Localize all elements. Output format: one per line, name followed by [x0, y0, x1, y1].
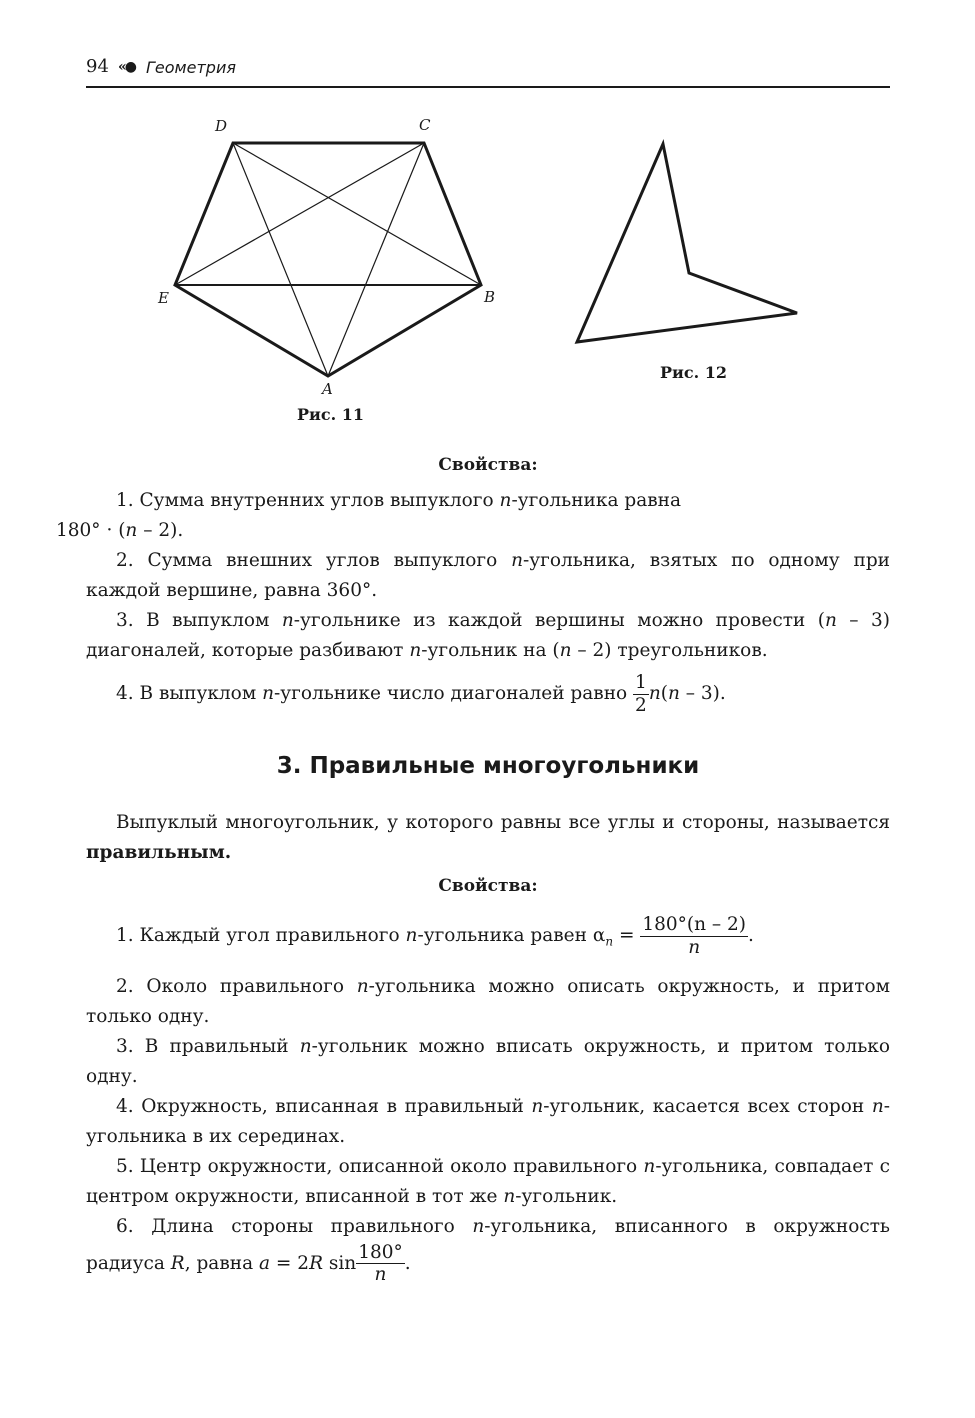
text: . [404, 1252, 411, 1274]
var-n: n [648, 683, 661, 704]
var-n: n [499, 490, 512, 511]
regular-property-5 [86, 1152, 890, 1212]
text: -угольник. [515, 1186, 618, 1207]
figure-11-caption: Рис. 11 [297, 405, 365, 424]
regular-property-2 [86, 972, 890, 1032]
chevron-icon: «● [118, 59, 135, 75]
numerator: 180°(n – 2) [642, 914, 747, 936]
var-n: n [559, 640, 572, 661]
var-n: n [405, 925, 418, 946]
page-number: 94 [86, 56, 109, 77]
text: -угольника, совпадает с центром окружности, вписанной в тот же [86, 1156, 890, 1207]
text: 4. В выпуклом [116, 683, 263, 704]
text: -угольника, вписанного в окружность радиуса [86, 1216, 890, 1274]
vertex-label-D: D [215, 117, 228, 135]
text: 180° · ( [56, 520, 126, 541]
var-n: n [262, 683, 275, 704]
text: -угольника, взятых по одному при каждой вершине, равна 360°. [86, 550, 890, 601]
text: – 3) диагоналей, которые разбивают [86, 610, 891, 661]
vertex-label-A: A [322, 380, 333, 398]
text: -угольнике число диагоналей равно [274, 683, 634, 704]
diagonal-DA [233, 143, 328, 376]
numerator: 180° [358, 1242, 403, 1263]
text: 1. Каждый угол правильного [116, 925, 406, 946]
text: ( [660, 683, 668, 704]
text: = 2 [270, 1252, 310, 1274]
figure-12-caption: Рис. 12 [660, 363, 728, 382]
text: -угольника в их серединах. [86, 1096, 890, 1147]
property-4-polygon [86, 668, 890, 720]
var-n: n [503, 1186, 516, 1207]
denominator: n [374, 1264, 387, 1286]
fraction-angle-formula [640, 914, 748, 958]
diagonal-DB [233, 143, 481, 285]
var-R: R [309, 1252, 323, 1274]
text: = [613, 925, 641, 946]
text: -угольника равен α [417, 925, 606, 946]
text: . [748, 925, 754, 946]
regular-property-3 [86, 1032, 890, 1092]
var-n: n [531, 1096, 544, 1117]
text: -угольнике из каждой вершины можно провести ( [293, 610, 825, 631]
regular-property-6 [86, 1212, 890, 1286]
text: , равна [184, 1252, 259, 1274]
figures-svg [0, 0, 975, 440]
var-n: n [511, 550, 523, 571]
var-n: n [299, 1036, 312, 1057]
text: 4. Окружность, вписанная в правильный [116, 1096, 532, 1117]
property-2-polygon [86, 546, 890, 606]
var-R: R [170, 1252, 185, 1274]
var-n: n [356, 976, 369, 997]
text: – 2). [137, 520, 184, 541]
chapter-title: Геометрия [146, 58, 236, 77]
regular-property-1 [86, 908, 890, 970]
properties-heading-1: Свойства: [438, 455, 538, 475]
fraction-sine-argument [356, 1242, 405, 1286]
text: 1. Сумма внутренних углов выпуклого [116, 490, 500, 511]
vertex-label-E: E [158, 289, 169, 307]
text: 3. В правильный [116, 1036, 300, 1057]
text: 6. Длина стороны правильного [116, 1216, 473, 1237]
numerator: 1 [635, 672, 647, 694]
var-n: n [472, 1216, 485, 1237]
bold-term: правильным. [86, 842, 232, 863]
var-n: n [125, 520, 138, 541]
var-n: n [667, 683, 680, 704]
text: -угольник на ( [421, 640, 560, 661]
text: Выпуклый многоугольник, у которого равны все углы и стороны, называется [116, 812, 890, 833]
var-n: n [824, 610, 837, 631]
regular-property-4 [86, 1092, 890, 1152]
text: 2. Сумма внешних углов выпуклого [116, 550, 512, 571]
denominator: 2 [635, 694, 647, 716]
vertex-label-B: B [484, 288, 496, 306]
text: -угольник можно вписать окружность, и притом только одну. [86, 1036, 891, 1087]
text: 2. Около правильного [116, 976, 357, 997]
figure-12-concave-quadrilateral [577, 144, 797, 342]
diagonal-CE [175, 143, 424, 285]
var-a: a [258, 1252, 271, 1274]
text: -угольник, касается всех сторон [543, 1096, 872, 1117]
var-n: n [643, 1156, 656, 1177]
text: – 3). [679, 683, 726, 704]
var-n: n [871, 1096, 884, 1117]
vertex-label-C: C [419, 116, 431, 134]
var-n: n [409, 640, 422, 661]
property-3-polygon [86, 606, 890, 666]
text: 5. Центр окружности, описанной около правильного [116, 1156, 644, 1177]
section-title: 3. Правильные многоугольники [276, 753, 700, 779]
subscript-n: n [605, 934, 614, 949]
text: 3. В выпуклом [116, 610, 282, 631]
text: – 2) треугольников. [571, 640, 768, 661]
property-1-polygon [56, 486, 890, 546]
denominator: n [688, 936, 701, 958]
figure-11-pentagon [175, 143, 481, 376]
text: sin [323, 1252, 357, 1274]
text: -угольника равна [511, 490, 682, 511]
fraction-one-half [633, 672, 649, 716]
text: -угольника можно описать окружность, и притом только одну. [86, 976, 890, 1027]
definition-paragraph [86, 808, 890, 868]
var-n: n [281, 610, 294, 631]
properties-heading-2: Свойства: [438, 876, 538, 896]
diagonal-CA [328, 143, 424, 376]
